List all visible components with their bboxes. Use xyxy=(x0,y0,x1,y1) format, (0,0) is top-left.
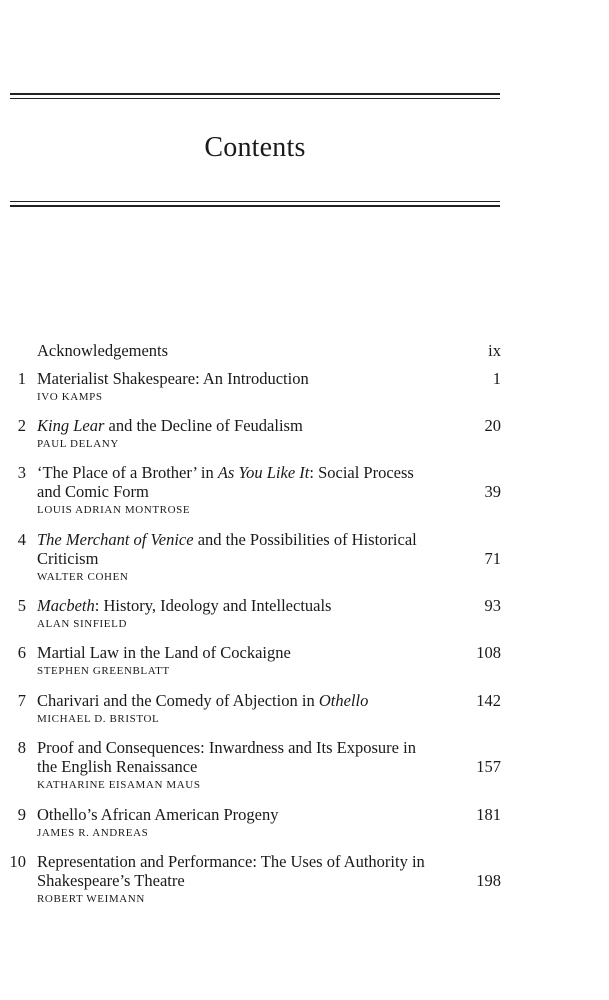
chapter-title: Materialist Shakespeare: An Introduction xyxy=(37,369,309,388)
mid-rule-thin xyxy=(10,201,500,202)
top-rule-thin xyxy=(10,98,500,99)
page-number: 198 xyxy=(476,871,501,890)
chapter-author: PAUL DELANY xyxy=(37,438,119,450)
chapter-author: IVO KAMPS xyxy=(37,391,103,403)
chapter-author: ALAN SINFIELD xyxy=(37,618,127,630)
page-number: 108 xyxy=(476,643,501,662)
chapter-title: Proof and Consequences: Inwardness and Its Exposure in xyxy=(37,738,416,757)
chapter-title: Martial Law in the Land of Cockaigne xyxy=(37,643,291,662)
page-number: 142 xyxy=(476,691,501,710)
page-number: ix xyxy=(488,341,501,360)
chapter-title: Criticism xyxy=(37,549,99,568)
chapter-number: 8 xyxy=(17,738,26,757)
chapter-number: 3 xyxy=(17,463,26,482)
chapter-title: Representation and Performance: The Uses of Authority in xyxy=(37,852,425,871)
chapter-title: Charivari and the Comedy of Abjection in Othello xyxy=(37,691,369,710)
chapter-author: KATHARINE EISAMAN MAUS xyxy=(37,779,201,791)
page-number: 181 xyxy=(476,805,501,824)
page-number: 20 xyxy=(484,416,501,435)
chapter-title: Othello’s African American Progeny xyxy=(37,805,279,824)
page-number: 93 xyxy=(484,596,501,615)
page-number: 1 xyxy=(492,369,501,388)
page-number: 39 xyxy=(484,482,501,501)
chapter-author: STEPHEN GREENBLATT xyxy=(37,665,170,677)
page-number: 157 xyxy=(476,757,501,776)
chapter-number: 9 xyxy=(17,805,26,824)
chapter-number: 4 xyxy=(17,530,26,549)
chapter-number: 1 xyxy=(17,369,26,388)
chapter-author: WALTER COHEN xyxy=(37,571,129,583)
chapter-number: 6 xyxy=(17,643,26,662)
page-number: 71 xyxy=(484,549,501,568)
chapter-author: JAMES R. ANDREAS xyxy=(37,827,149,839)
chapter-number: 5 xyxy=(17,596,26,615)
chapter-author: LOUIS ADRIAN MONTROSE xyxy=(37,504,191,516)
chapter-title: King Lear and the Decline of Feudalism xyxy=(37,416,303,435)
chapter-title: ‘The Place of a Brother’ in As You Like It: Social Process xyxy=(37,463,414,482)
mid-rule-thick xyxy=(10,205,500,207)
chapter-number: 10 xyxy=(9,852,26,871)
chapter-title: Shakespeare’s Theatre xyxy=(37,871,185,890)
chapter-title: The Merchant of Venice and the Possibilities of Historical xyxy=(37,530,417,549)
chapter-author: ROBERT WEIMANN xyxy=(37,893,145,905)
chapter-title: Acknowledgements xyxy=(37,341,169,360)
chapter-number: 2 xyxy=(17,416,26,435)
chapter-title: Macbeth: History, Ideology and Intellectuals xyxy=(37,596,332,615)
chapter-title: the English Renaissance xyxy=(37,757,198,776)
top-rule-thick xyxy=(10,93,500,95)
chapter-author: MICHAEL D. BRISTOL xyxy=(37,713,160,725)
page-title: Contents xyxy=(204,132,306,163)
chapter-number: 7 xyxy=(17,691,26,710)
chapter-title: and Comic Form xyxy=(37,482,149,501)
